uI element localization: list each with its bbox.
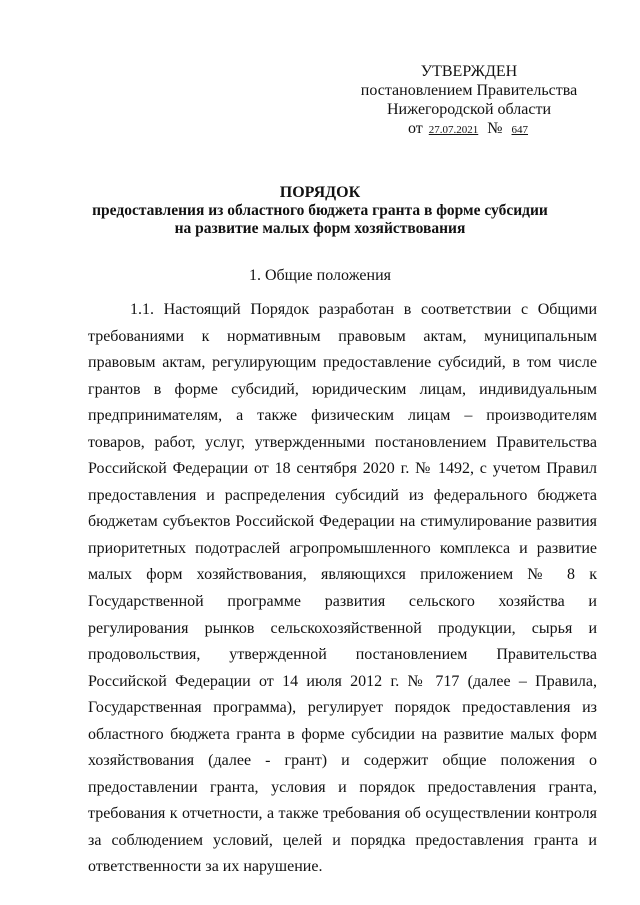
- approval-heading: УТВЕРЖДЕН: [420, 63, 518, 80]
- document-title: ПОРЯДОК: [279, 184, 361, 201]
- number-sign: №: [487, 120, 503, 137]
- paragraph-1-1: 1.1. Настоящий Порядок разработан в соответствии с Общими требованиями к нормативным правовым актам, муниципальным правовым актам, регулирующим предоставление субсидий, в том числе грантов в форме субсидий, юридическим лицам, индивидуальным предпринимателям, а также физическим лицам – производителям товаров, работ, услуг, утвержденными постановлением Правительства Российской Федерации от 18 сентября 2020 г. № 1492, с учетом Правил предоставления и распределения субсидий из федерального бюджета бюджетам субъектов Российской Федерации на стимулирование развития приоритетных подотраслей агропромышленного комплекса и развитие малых форм хозяйствования, являющихся приложением № 8 к Государственной программе развития сельского хозяйства и регулирования рынков сельскохозяйственной продукции, сырья и продовольствия, утвержденной постановлением Правительства Российской Федерации от 14 июля 2012 г. № 717 (далее – Правила, Государственная программа), регулирует порядок предоставления из областного бюджета гранта в форме субсидии на развитие малых форм хозяйствования (далее - грант) и содержит общие положения о предоставлении гранта, условия и порядок предоставления гранта, требования к отчетности, а также требования об осуществлении контроля за соблюдением условий, целей и порядка предоставления гранта и ответственности за их нарушение.: [88, 301, 597, 876]
- date-prefix: от: [407, 120, 423, 137]
- approval-date-line: [360, 119, 578, 140]
- section-heading: 1. Общие положения: [248, 267, 392, 284]
- approval-date: 27.07.2021: [428, 124, 479, 136]
- document-subtitle: предоставления из областного бюджета гранта в форме субсидии на развитие малых форм хозяйствования: [92, 202, 548, 237]
- approval-line-region: Нижегородской области: [386, 101, 551, 118]
- approval-line-decree: постановлением Правительства: [360, 82, 578, 99]
- approval-number: 647: [511, 124, 529, 136]
- approval-stamp: [360, 62, 578, 140]
